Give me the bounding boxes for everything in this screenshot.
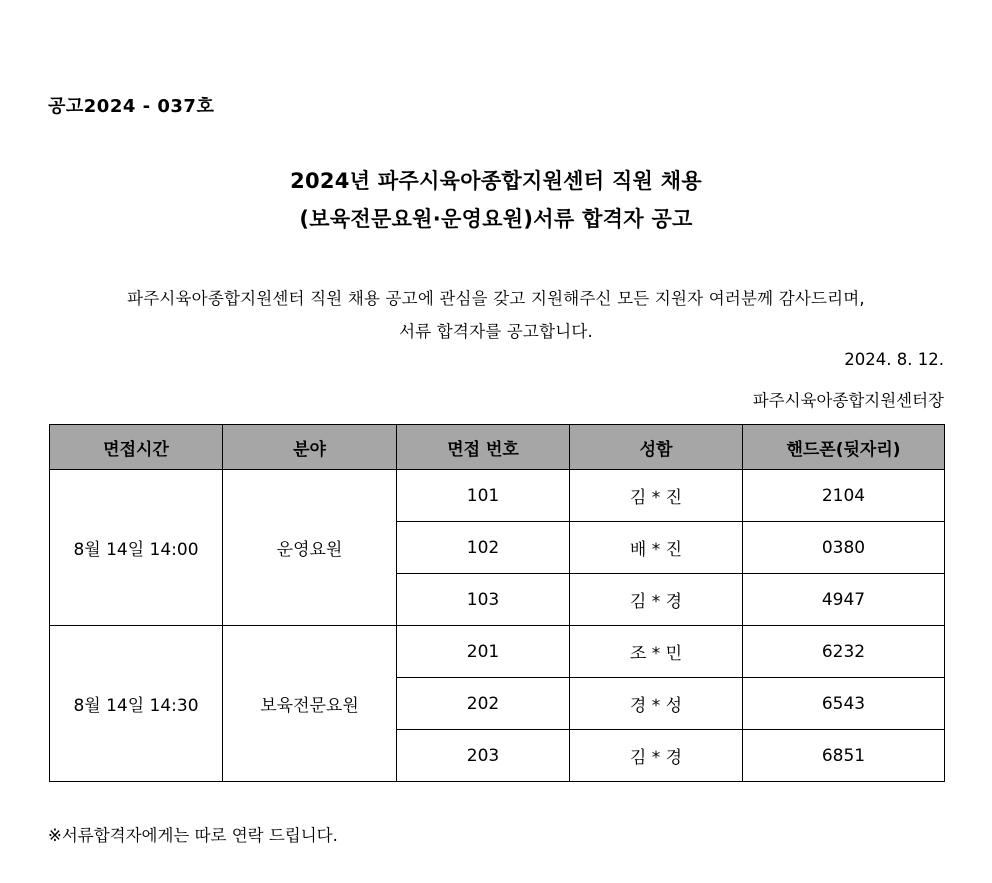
header-name: 성함 [570,425,743,470]
phone-cell: 2104 [743,470,945,522]
name-cell: 조 * 민 [570,626,743,678]
header-interview-time: 면접시간 [50,425,223,470]
table-row [50,626,945,678]
interview-time-cell: 8월 14일 14:30 [50,626,223,782]
body-text-line-1: 파주시육아종합지원센터 직원 채용 공고에 관심을 갖고 지원해주신 모든 지원자 여러분께 감사드리며, [127,289,865,308]
name-cell: 경 * 성 [570,678,743,730]
footnote: ※서류합격자에게는 따로 연락 드립니다. [48,826,338,845]
body-text-line-2: 서류 합격자를 공고합니다. [399,322,593,341]
interview-number-cell: 203 [397,730,570,782]
notice-date: 2024. 8. 12. [844,350,944,369]
phone-cell: 0380 [743,522,945,574]
header-field: 분야 [223,425,397,470]
notice-number: 공고2024 - 037호 [48,96,215,117]
table-row [50,470,945,522]
interview-number-cell: 103 [397,574,570,626]
interview-number-cell: 102 [397,522,570,574]
interview-number-cell: 202 [397,678,570,730]
applicant-table [49,424,945,782]
signer: 파주시육아종합지원센터장 [752,391,944,410]
name-cell: 김 * 경 [570,574,743,626]
title-line-1: 2024년 파주시육아종합지원센터 직원 채용 [290,169,702,193]
name-cell: 김 * 진 [570,470,743,522]
table-header-row [50,425,945,470]
header-interview-number: 면접 번호 [397,425,570,470]
title-line-2: (보육전문요원·운영요원)서류 합격자 공고 [299,207,693,231]
phone-cell: 4947 [743,574,945,626]
interview-time-cell: 8월 14일 14:00 [50,470,223,626]
phone-cell: 6543 [743,678,945,730]
name-cell: 김 * 경 [570,730,743,782]
phone-cell: 6232 [743,626,945,678]
field-cell: 운영요원 [223,470,397,626]
interview-number-cell: 201 [397,626,570,678]
name-cell: 배 * 진 [570,522,743,574]
phone-cell: 6851 [743,730,945,782]
interview-number-cell: 101 [397,470,570,522]
header-phone: 핸드폰(뒷자리) [743,425,945,470]
field-cell: 보육전문요원 [223,626,397,782]
